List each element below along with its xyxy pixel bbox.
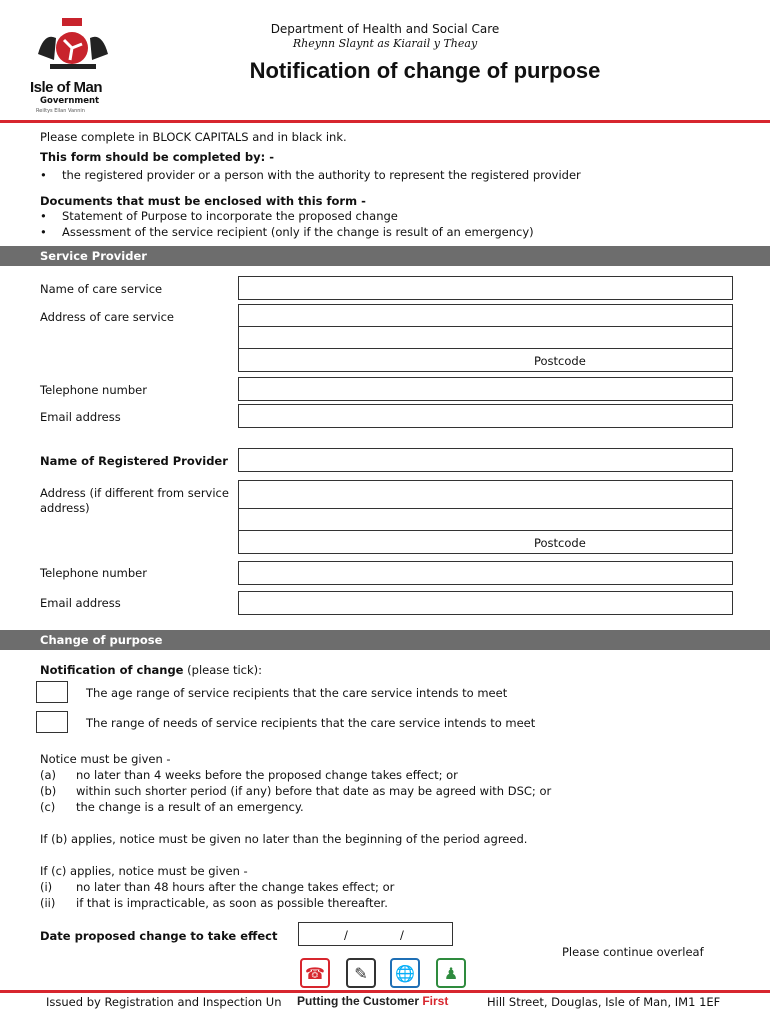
registered-provider-label: Name of Registered Provider <box>40 454 228 468</box>
footer-slogan: Putting the Customer First <box>297 994 449 1008</box>
department-manx: Rheynn Slaynt as Kiarail y Theay <box>292 37 478 50</box>
needs-range-checkbox[interactable] <box>36 711 68 733</box>
rp-address-line3[interactable] <box>238 530 733 554</box>
date-label: Date proposed change to take effect <box>40 929 278 943</box>
care-service-address-line3[interactable] <box>238 348 733 372</box>
rp-email-label: Email address <box>40 596 121 610</box>
rp-telephone-field[interactable] <box>238 561 733 585</box>
list-item: • the registered provider or a person with the authority to represent the registered provider <box>40 168 581 182</box>
completed-by-heading: This form should be completed by: - <box>40 150 275 164</box>
date-field[interactable] <box>298 922 453 946</box>
list-item: (i) no later than 48 hours after the change takes effect; or <box>40 880 395 894</box>
footer-address: Hill Street, Douglas, Isle of Man, IM1 1EF <box>487 995 721 1009</box>
date-separator: / <box>344 928 348 942</box>
c-applies-heading: If (c) applies, notice must be given - <box>40 864 248 878</box>
logo-motto: Reiltys Ellan Vannin <box>36 108 85 114</box>
people-icon: ♟ <box>436 958 466 988</box>
list-item: • Assessment of the service recipient (only if the change is result of an emergency) <box>40 225 534 239</box>
notification-heading: Notification of change (please tick): <box>40 663 263 677</box>
documents-heading: Documents that must be enclosed with this form - <box>40 194 366 208</box>
rp-postcode-label: Postcode <box>534 536 586 550</box>
rp-address-line2[interactable] <box>238 508 733 532</box>
logo <box>30 14 116 114</box>
rp-address-label: Address (if different from service address) <box>40 486 229 515</box>
header-rule <box>0 120 770 123</box>
age-range-checkbox[interactable] <box>36 681 68 703</box>
date-separator: / <box>400 928 404 942</box>
footer-issued-by: Issued by Registration and Inspection Un <box>46 995 282 1009</box>
phone-icon: ☎ <box>300 958 330 988</box>
page-title: Notification of change of purpose <box>249 58 601 83</box>
care-service-address-line1[interactable] <box>238 304 733 328</box>
rp-address-line1[interactable] <box>238 480 733 510</box>
logo-title: Isle of Man <box>30 79 103 96</box>
footer-rule <box>0 990 770 993</box>
instruction-text: Please complete in BLOCK CAPITALS and in black ink. <box>40 130 347 144</box>
care-service-address-line2[interactable] <box>238 326 733 350</box>
telephone-label: Telephone number <box>40 383 147 397</box>
b-applies-text: If (b) applies, notice must be given no later than the beginning of the period agreed. <box>40 832 528 846</box>
care-service-name-field[interactable] <box>238 276 733 300</box>
notice-heading: Notice must be given - <box>40 752 171 766</box>
care-service-name-label: Name of care service <box>40 282 163 296</box>
list-item: (c) the change is a result of an emergency. <box>40 800 304 814</box>
list-item: (a) no later than 4 weeks before the proposed change takes effect; or <box>40 768 458 782</box>
registered-provider-field[interactable] <box>238 448 733 472</box>
email-field[interactable] <box>238 404 733 428</box>
logo-subtitle: Government <box>40 96 100 106</box>
department-name: Department of Health and Social Care <box>270 22 500 36</box>
edit-icon: ✎ <box>346 958 376 988</box>
list-item: • Statement of Purpose to incorporate the proposed change <box>40 209 398 223</box>
postcode-label: Postcode <box>534 354 586 368</box>
list-item: (b) within such shorter period (if any) before that date as may be agreed with DSC; or <box>40 784 552 798</box>
list-item: (ii) if that is impracticable, as soon as possible thereafter. <box>40 896 388 910</box>
age-range-option-label: The age range of service recipients that the care service intends to meet <box>86 686 508 700</box>
crest-icon <box>30 14 116 74</box>
continue-overleaf: Please continue overleaf <box>562 945 704 959</box>
email-label: Email address <box>40 410 121 424</box>
rp-telephone-label: Telephone number <box>40 566 147 580</box>
care-service-address-label: Address of care service <box>40 310 174 324</box>
section-header-change-of-purpose: Change of purpose <box>0 630 770 650</box>
globe-icon: 🌐 <box>390 958 420 988</box>
rp-email-field[interactable] <box>238 591 733 615</box>
section-header-service-provider: Service Provider <box>0 246 770 266</box>
telephone-field[interactable] <box>238 377 733 401</box>
needs-range-option-label: The range of needs of service recipients that the care service intends to meet <box>86 716 536 730</box>
